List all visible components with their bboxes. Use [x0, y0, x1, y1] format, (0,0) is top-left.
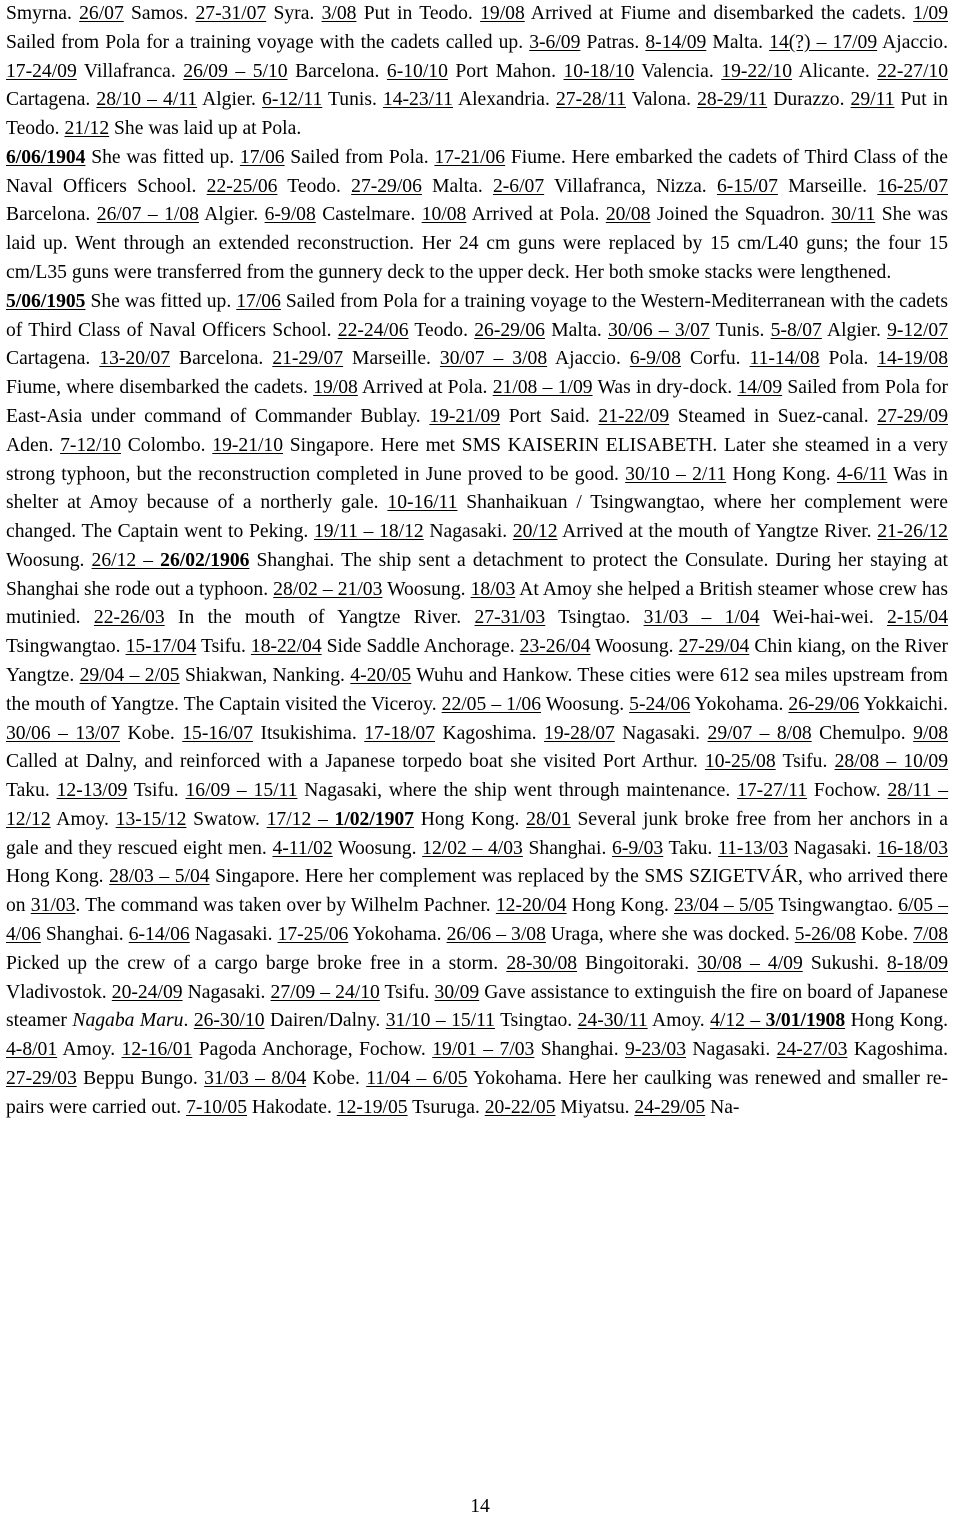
date-range: 28-30/08 [506, 952, 578, 974]
text-run: Algier. [198, 204, 265, 226]
date-range: 6-9/03 [612, 837, 664, 859]
text-run: Kagoshima. [434, 722, 545, 744]
text-run: Na- [705, 1096, 740, 1118]
text-run: Hong Kong. [413, 808, 527, 830]
date-range: 24-30/11 [577, 1010, 648, 1032]
date-range: 28-29/11 [697, 89, 768, 111]
text-run: Yokohama. Here her caulking was renewed and smaller repairs were carried out. [6, 1067, 948, 1118]
date-range: 9-23/03 [625, 1039, 686, 1061]
text-run: Tsifu. [196, 636, 251, 658]
date-range: 27-29/06 [351, 175, 422, 197]
text-run: Chin kiang, on the River Yangtze. [6, 636, 949, 686]
date-range: 18/03 [470, 578, 516, 600]
date-range: 26/07 – 1/08 [96, 204, 199, 226]
date-range: 5-24/06 [629, 693, 691, 715]
date-range: 29/04 – 2/05 [79, 664, 180, 686]
date-range: 29/11 [850, 89, 895, 111]
date-range: 19-28/07 [544, 722, 615, 744]
date-range: 13-15/12 [115, 808, 187, 830]
text-run: Port Said. [500, 405, 599, 427]
date-range: 21-22/09 [598, 405, 670, 427]
text-run: Uraga, where she was docked. [545, 924, 795, 945]
text-run: Kagoshima. [847, 1039, 948, 1061]
text-run: Fochow. [807, 780, 888, 802]
text-run: Malta. [421, 175, 493, 197]
text-run: Sailed from Pola. [284, 146, 435, 168]
date-range: 27/09 – 24/10 [270, 981, 380, 1003]
text-run: Hong Kong. [566, 895, 675, 917]
date-range: 4-20/05 [350, 664, 412, 686]
date-range: 28/10 – 4/11 [96, 89, 198, 111]
date-range: 19-22/10 [721, 60, 793, 82]
paragraph [6, 0, 948, 144]
date-range: 1/02/1907 [334, 808, 414, 830]
date-range: 2-15/04 [887, 607, 948, 629]
date-range: 24-29/05 [634, 1096, 706, 1118]
date-range: 4/12 – [710, 1010, 766, 1032]
date-range: 26/12 – [91, 549, 161, 571]
text-run: Swatow. [186, 808, 267, 830]
text-run: Barcelona. [170, 348, 273, 370]
date-range: 27-29/09 [877, 405, 949, 427]
date-range: 8-18/09 [887, 952, 948, 974]
text-run: Malta. [544, 319, 609, 341]
date-range: 6/06/1904 [6, 146, 86, 168]
text-run: Yokohama. [690, 693, 789, 715]
text-run: Syra. [266, 3, 322, 24]
date-range: 21-26/12 [877, 521, 948, 543]
date-range: 5/06/1905 [6, 290, 86, 312]
date-range: 29/07 – 8/08 [707, 722, 812, 744]
date-range: 12/02 – 4/03 [422, 837, 523, 859]
date-range: 24-27/03 [776, 1039, 848, 1061]
text-run: Shanghai. [522, 837, 613, 859]
date-range: 31/10 – 15/11 [385, 1010, 495, 1032]
date-range: 14-19/08 [877, 348, 948, 370]
date-range: 16/09 – 15/11 [185, 780, 298, 802]
date-range: 21/12 [64, 118, 110, 140]
text-run: Arrived at Fiume and disembarked the cadets. [524, 3, 914, 24]
text-run: Smyrna. [6, 3, 80, 24]
date-range: 28/01 [526, 808, 571, 830]
date-range: 12-13/09 [56, 780, 128, 802]
text-run: Alicante. [792, 60, 878, 82]
text-run: Teodo. [277, 175, 352, 197]
date-range: 17-27/11 [737, 780, 808, 802]
date-range: 6-15/07 [716, 175, 778, 197]
date-range: 4-11/02 [272, 837, 333, 859]
document-body [6, 0, 948, 1122]
date-range: 28/08 – 10/09 [834, 751, 948, 773]
text-run: Nagasaki. [182, 981, 271, 1003]
date-range: 26/07 [79, 3, 124, 24]
date-range: 27-31/07 [195, 3, 267, 24]
date-range: 22-25/06 [206, 175, 278, 197]
text-run: At Amoy she helped a British steamer whose crew has mutinied. [6, 578, 949, 629]
date-range: 28/03 – 5/04 [109, 866, 210, 888]
date-range: 11-13/03 [718, 837, 789, 859]
text-run: Patras. [580, 31, 646, 53]
date-range: 26-30/10 [193, 1010, 265, 1032]
text-run: Woosung. [382, 578, 471, 600]
date-range: 10-18/10 [563, 60, 635, 82]
date-range: 10-25/08 [704, 751, 776, 773]
date-range: 17-25/06 [277, 924, 349, 945]
date-range: 1/09 [913, 3, 948, 24]
date-range: 3-6/09 [529, 31, 581, 53]
date-range: 11-14/08 [749, 348, 820, 370]
text-run: Nagasaki, where the ship went through maintenance. [297, 780, 738, 802]
date-range: 20/12 [512, 521, 558, 543]
text-run: Gave assistance to extinguish the fire on board of Japanese steamer [6, 981, 948, 1032]
text-run: Sailed from Pola for a training voyage to the Western-Mediterranean with the cadets of Third Class of Naval Officers School. [6, 290, 948, 341]
text-run: Amoy. [57, 1039, 122, 1061]
date-range: 5-26/08 [794, 924, 856, 945]
text-run: Taku. [663, 837, 719, 859]
text-run: Tsingtao. [545, 607, 644, 629]
date-range: 27-29/04 [678, 636, 750, 658]
date-range: 11/04 – 6/05 [366, 1067, 468, 1089]
text-run: . The command was taken over by Wilhelm Pachner. [75, 895, 496, 917]
text-run: Corfu. [680, 348, 750, 370]
text-run: Shanghai. [40, 924, 129, 945]
date-range: 20-22/05 [484, 1096, 556, 1118]
text-run: Woosung. [541, 693, 630, 715]
date-range: 9/08 [913, 722, 948, 744]
text-run: Yokkaichi. [859, 693, 949, 715]
date-range: 12-16/01 [121, 1039, 193, 1061]
text-run: Picked up the crew of a cargo barge broke free in a storm. [6, 952, 507, 974]
date-range: 20-24/09 [111, 981, 183, 1003]
date-range: 21-29/07 [272, 348, 344, 370]
text-run: Was in dry-dock. [592, 377, 738, 399]
text-run: Sailed from Pola for East-Asia under command of Commander Bublay. [6, 377, 949, 427]
date-range: 26/09 – 5/10 [183, 60, 288, 82]
text-run: Dairen/Dalny. [264, 1010, 386, 1032]
text-run: Valona. [626, 89, 698, 111]
date-range: 27-31/03 [474, 607, 546, 629]
text-run: Nagasaki. [788, 837, 878, 859]
date-range: 19-21/09 [429, 405, 501, 427]
date-range: 6-9/08 [264, 204, 316, 226]
text-run: Tunis. [709, 319, 771, 341]
paragraph [6, 288, 948, 1123]
text-run: Several junk broke free from her anchors in a gale and they rescued eight men. [6, 808, 948, 859]
date-range: 26/06 – 3/08 [446, 924, 546, 945]
text-run: Colombo. [121, 434, 213, 456]
date-range: 22-27/10 [877, 60, 948, 82]
date-range: 16-18/03 [877, 837, 949, 859]
text-run: Vladivostok. [6, 981, 112, 1003]
date-range: 17/06 [236, 290, 281, 312]
date-range: 12-20/04 [495, 895, 567, 917]
date-range: 31/03 [30, 895, 76, 917]
text-run: Pagoda Anchorage, Fochow. [192, 1039, 433, 1061]
date-range: 14-23/11 [382, 89, 453, 111]
date-range: 15-16/07 [182, 722, 253, 744]
text-run: Amoy. [50, 808, 116, 830]
text-run: Shanhaikuan / Tsingwangtao, where her complement were changed. The Captain went to Peking. [6, 492, 948, 543]
date-range: 15-17/04 [125, 636, 197, 658]
text-run: Arrived at Pola. [357, 377, 493, 399]
text-run: Was in shelter at Amoy because of a northerly gale. [6, 463, 948, 514]
text-run: Tunis. [322, 89, 383, 111]
date-range: 3/01/1908 [765, 1010, 846, 1032]
text-run: Shiakwan, Nanking. [179, 664, 351, 686]
text-run: Arrived at the mouth of Yangtze River. [557, 521, 878, 543]
text-run: Kobe. [306, 1067, 367, 1089]
text-run: Steamed in Suez-canal. [669, 405, 878, 427]
date-range: 28/11 – 12/12 [6, 780, 948, 830]
text-run: Villafranca, Nizza. [544, 175, 717, 197]
text-run: Marseille. [343, 348, 440, 370]
date-range: 17-18/07 [364, 722, 435, 744]
text-run: . [183, 1010, 194, 1032]
text-run: Bingoitoraki. [577, 952, 698, 974]
text-run: Joined the Squadron. [650, 204, 832, 226]
date-range: 8-14/09 [645, 31, 707, 53]
date-range: 28/02 – 21/03 [273, 578, 383, 600]
text-run: Tsingwangtao. [6, 636, 126, 658]
text-run: Woosung. [590, 636, 679, 658]
date-range: 30/06 – 3/07 [608, 319, 710, 341]
date-range: 2-6/07 [492, 175, 545, 197]
date-range: 31/03 – 1/04 [643, 607, 760, 629]
date-range: 19/11 – 18/12 [313, 521, 424, 543]
text-run: Woosung. [6, 549, 92, 571]
text-run: Tsifu. [127, 780, 186, 802]
text-run: Called at Dalny, and reinforced with a Japanese torpedo boat she visited Port Arthur. [6, 751, 705, 773]
text-run: Cartagena. [6, 348, 100, 370]
text-run: Miyatsu. [555, 1096, 635, 1118]
text-run: Malta. [706, 31, 770, 53]
text-run: Hong Kong. [6, 866, 110, 888]
paragraph [6, 144, 948, 288]
date-range: 13-20/07 [99, 348, 171, 370]
text-run: Itsukishima. [252, 722, 365, 744]
text-run: Ajaccio. [877, 31, 948, 53]
date-range: 16-25/07 [877, 175, 949, 197]
text-run: Chemulpo. [811, 722, 914, 744]
text-run: Nagaba Maru [72, 1010, 184, 1032]
text-run: Put in Teodo. [356, 3, 481, 24]
text-run: Hakodate. [247, 1096, 337, 1118]
date-range: 5-8/07 [770, 319, 822, 341]
text-run: Villafranca. [76, 60, 184, 82]
date-range: 14/09 [737, 377, 783, 399]
text-run: Cartagena. [6, 89, 97, 111]
text-run: Valencia. [634, 60, 722, 82]
date-range: 10/08 [421, 204, 467, 226]
text-run: Kobe. [855, 924, 914, 945]
date-range: 30/07 – 3/08 [439, 348, 548, 370]
text-run: Pola. [819, 348, 878, 370]
date-range: 10-16/11 [387, 492, 458, 514]
text-run: Barcelona. [6, 204, 97, 226]
text-run: Tsuruga. [407, 1096, 485, 1118]
date-range: 30/09 [434, 981, 480, 1003]
date-range: 27-29/03 [6, 1067, 77, 1089]
date-range: 3/08 [321, 3, 357, 24]
text-run: Barcelona. [287, 60, 387, 82]
text-run: Durazzo. [767, 89, 851, 111]
date-range: 4-6/11 [836, 463, 888, 485]
text-run: Tsingtao. [494, 1010, 578, 1032]
text-run: Marseille. [777, 175, 878, 197]
date-range: 19/08 [480, 3, 525, 24]
date-range: 17-21/06 [434, 146, 506, 168]
text-run: Singapore. Here her complement was replaced by the SMS SZIGETVÁR, who arrived there on [6, 866, 949, 917]
date-range: 20/08 [605, 204, 651, 226]
text-run: Castelmare. [315, 204, 422, 226]
text-run: Teodo. [408, 319, 475, 341]
date-range: 6-10/10 [386, 60, 448, 82]
date-range: 19/01 – 7/03 [432, 1039, 535, 1061]
date-range: 27-28/11 [555, 89, 626, 111]
date-range: 7-12/10 [60, 434, 122, 456]
text-run: Algier. [197, 89, 263, 111]
text-run: Sailed from Pola for a training voyage with the cadets called up. [6, 31, 530, 53]
text-run: Nagasaki. [189, 924, 278, 945]
date-range: 19-21/10 [212, 434, 284, 456]
date-range: 22-24/06 [337, 319, 409, 341]
date-range: 22-26/03 [93, 607, 165, 629]
text-run: Nagasaki. [423, 521, 513, 543]
text-run: Wuhu and Hankow. These cities were 612 sea miles upstream from the mouth of Yangtze. The Captain visited the Viceroy. [6, 664, 948, 715]
text-run: She was laid up. Went through an extended reconstruction. Her 24 cm guns were replaced by 15 cm/L40 guns; the four 15 cm/L35 guns were transferred from the gunnery deck to the upper deck. Her both smoke stacks were lengthened. [6, 204, 948, 284]
text-run: Samos. [123, 3, 196, 24]
date-range: 30/06 – 13/07 [6, 722, 120, 744]
date-range: 17/06 [239, 146, 285, 168]
text-run: Fiume. Here embarked the cadets of Third Class of the Naval Officers School. [6, 146, 948, 197]
text-run: Shanghai. [534, 1039, 626, 1061]
date-range: 6-9/08 [629, 348, 681, 370]
text-run: Aden. [6, 434, 61, 456]
text-run: Yokohama. [348, 924, 447, 945]
text-run: Port Mahon. [447, 60, 564, 82]
text-run: Kobe. [119, 722, 183, 744]
date-range: 26/02/1906 [160, 549, 250, 571]
date-range: 7-10/05 [186, 1096, 248, 1118]
date-range: 23-26/04 [519, 636, 591, 658]
date-range: 9-12/07 [887, 319, 949, 341]
text-run: Hong Kong. [726, 463, 837, 485]
text-run: Ajaccio. [547, 348, 630, 370]
date-range: 23/04 – 5/05 [674, 895, 774, 917]
date-range: 19/08 [313, 377, 358, 399]
text-run: Nagasaki. [686, 1039, 777, 1061]
text-run: Side Saddle Anchorage. [321, 636, 520, 658]
date-range: 30/10 – 2/11 [625, 463, 727, 485]
text-run: Sukushi. [802, 952, 888, 974]
date-range: 6-14/06 [128, 924, 190, 945]
date-range: 30/08 – 4/09 [697, 952, 803, 974]
text-run: In the mouth of Yangtze River. [164, 607, 475, 629]
text-run: Tsingwangtao. [773, 895, 899, 917]
text-run: Put in Teodo. [6, 89, 948, 140]
date-range: 4-8/01 [6, 1039, 58, 1061]
text-run: Algier. [821, 319, 888, 341]
text-run: Singapore. Here met SMS KAISERIN ELISABETH. Later she steamed in a very strong typhoon, but the reconstruction completed in June proved to be good. [6, 434, 948, 485]
text-run: Hong Kong. [845, 1010, 949, 1032]
date-range: 6-12/11 [262, 89, 323, 111]
date-range: 7/08 [913, 924, 948, 945]
date-range: 6/05 – 4/06 [6, 895, 949, 945]
text-run: She was fitted up. [85, 146, 240, 168]
text-run: Alexandria. [452, 89, 556, 111]
text-run: Tsifu. [379, 981, 435, 1003]
text-run: Arrived at Pola. [466, 204, 606, 226]
date-range: 14(?) – 17/09 [769, 31, 878, 53]
text-run: Shanghai. The ship sent a detachment to protect the Consulate. During her staying at Shanghai she rode out a typhoon. [6, 549, 948, 600]
text-run: Wei-hai-wei. [759, 607, 888, 629]
date-range: 17/12 – [266, 808, 335, 830]
text-run: Taku. [6, 780, 57, 802]
date-range: 22/05 – 1/06 [441, 693, 541, 715]
date-range: 30/11 [831, 204, 876, 226]
date-range: 17-24/09 [6, 60, 77, 82]
page-number: 14 [470, 1496, 490, 1517]
text-run: Amoy. [647, 1010, 711, 1032]
text-run: Fiume, where disembarked the cadets. [6, 377, 314, 399]
date-range: 26-29/06 [788, 693, 860, 715]
date-range: 31/03 – 8/04 [204, 1067, 307, 1089]
date-range: 21/08 – 1/09 [492, 377, 593, 399]
text-run: Nagasaki. [614, 722, 708, 744]
text-run: She was laid up at Pola. [109, 118, 302, 140]
date-range: 26-29/06 [474, 319, 545, 341]
text-run: She was fitted up. [85, 290, 237, 312]
text-run: Beppu Bungo. [76, 1067, 205, 1089]
date-range: 18-22/04 [250, 636, 322, 658]
text-run: Woosung. [332, 837, 423, 859]
text-run: Tsifu. [775, 751, 835, 773]
date-range: 12-19/05 [336, 1096, 408, 1118]
